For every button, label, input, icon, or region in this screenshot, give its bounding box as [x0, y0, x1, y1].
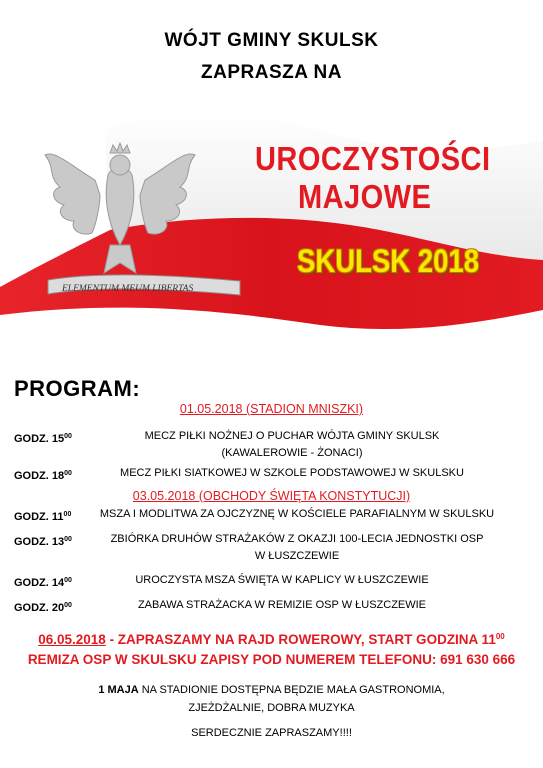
event-title-line-1: UROCZYSTOŚCI [255, 140, 491, 177]
event-description: ZBIÓRKA DRUHÓW STRAŻAKÓW Z OKAZJI 100-LECIA JEDNOSTKI OSP W ŁUSZCZEWIE [110, 533, 484, 562]
closing-invitation: SERDECZNIE ZAPRASZAMY!!!! [191, 727, 352, 739]
day-heading-2: 03.05.2018 (OBCHODY ŚWIĘTA KONSTYTUCJI) [132, 489, 411, 503]
day-heading-1: 01.05.2018 (STADION MNISZKI) [179, 402, 364, 416]
event-description: MSZA I MODLITWA ZA OJCZYZNĘ W KOŚCIELE PARAFIALNYM W SKULSKU [99, 508, 495, 520]
event-time: GODZ. $14^{00}$ [14, 577, 72, 589]
header-line-1: WÓJT GMINY SKULSK [164, 30, 379, 51]
event-description: MECZ PIŁKI SIATKOWEJ W SZKOLE PODSTAWOWEJ W SKULSKU [120, 467, 464, 479]
bike-rally-date: 06.05.2018 [38, 632, 106, 647]
event-time: GODZ. $13^{00}$ [14, 536, 72, 548]
event-subtitle: SKULSK 2018 [297, 243, 480, 279]
bike-rally-line: 06.05.2018 - ZAPRASZAMY NA RAJD ROWEROWY, START GODZINA $11^{00}$ [38, 632, 505, 647]
registration-line: REMIZA OSP W SKULSKU ZAPISY POD NUMEREM TELEFONU: 691 630 666 [27, 652, 516, 667]
ribbon-text: ELEMENTUM MEUM LIBERTAS [62, 284, 194, 294]
event-time: GODZ. $18^{00}$ [14, 470, 72, 482]
program-heading: PROGRAM: [14, 376, 141, 401]
event-description: UROCZYSTA MSZA ŚWIĘTA W KAPLICY W ŁUSZCZEWIE [135, 574, 429, 586]
event-time: GODZ. $11^{00}$ [14, 511, 72, 523]
event-time: GODZ. $20^{00}$ [14, 602, 72, 614]
event-description: MECZ PIŁKI NOŻNEJ O PUCHAR WÓJTA GMINY SKULSK (KAWALEROWIE - ŻONACI) [144, 430, 440, 459]
header-line-2: ZAPRASZA NA [201, 62, 342, 83]
event-time: GODZ. $15^{00}$ [14, 433, 72, 445]
note-line-2: ZJEŻDŻALNIE, DOBRA MUZYKA [188, 702, 355, 714]
event-title-line-2: MAJOWE [298, 178, 432, 215]
event-description: ZABAWA STRAŻACKA W REMIZIE OSP W ŁUSZCZEWIE [137, 599, 427, 611]
note-line-1: 1 MAJA NA STADIONIE DOSTĘPNA BĘDZIE MAŁA GASTRONOMIA, [98, 684, 445, 696]
